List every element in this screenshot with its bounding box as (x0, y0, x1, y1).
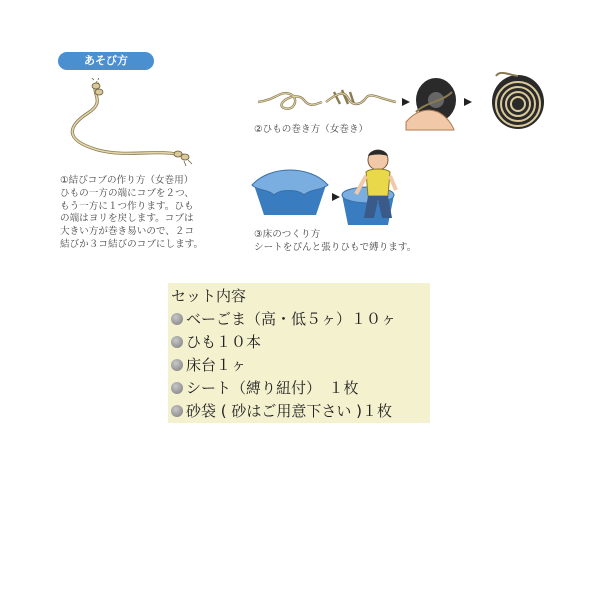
bullet-icon (171, 359, 183, 371)
list-item: ひも１０本 (171, 330, 396, 353)
bullet-icon (171, 382, 183, 394)
set-contents-title: セット内容 (171, 287, 247, 305)
step3-caption: ③床のつくり方 シートをぴんと張りひもで縛ります。 (254, 229, 417, 253)
list-item: シート（縛り紐付） １枚 (171, 376, 396, 399)
list-item: 床台１ヶ (171, 353, 396, 376)
bullet-icon (171, 405, 183, 417)
bullet-icon (171, 336, 183, 348)
rope-winding-illustration (256, 72, 556, 132)
list-item: 砂袋 ( 砂はご用意下さい )１枚 (171, 399, 396, 422)
rope-knot-illustration (58, 78, 208, 173)
set-contents-list (171, 307, 396, 422)
step1-caption: ①結びコブの作り方（女巻用） ひもの一方の端にコブを２つ、 もう一方に１つ作ります。ひも の端はヨリを戻します。コブは 大きい方が巻き易いので、２コ 結びか３コ結びのコブにします。 (60, 175, 204, 250)
bullet-icon (171, 313, 183, 325)
section-badge-howto: あそび方 (58, 52, 154, 70)
child-figure-illustration (352, 148, 402, 226)
list-item: ベーごま（高・低５ヶ）１０ヶ (171, 307, 396, 330)
step2-caption: ②ひもの巻き方（女巻き） (254, 124, 369, 135)
